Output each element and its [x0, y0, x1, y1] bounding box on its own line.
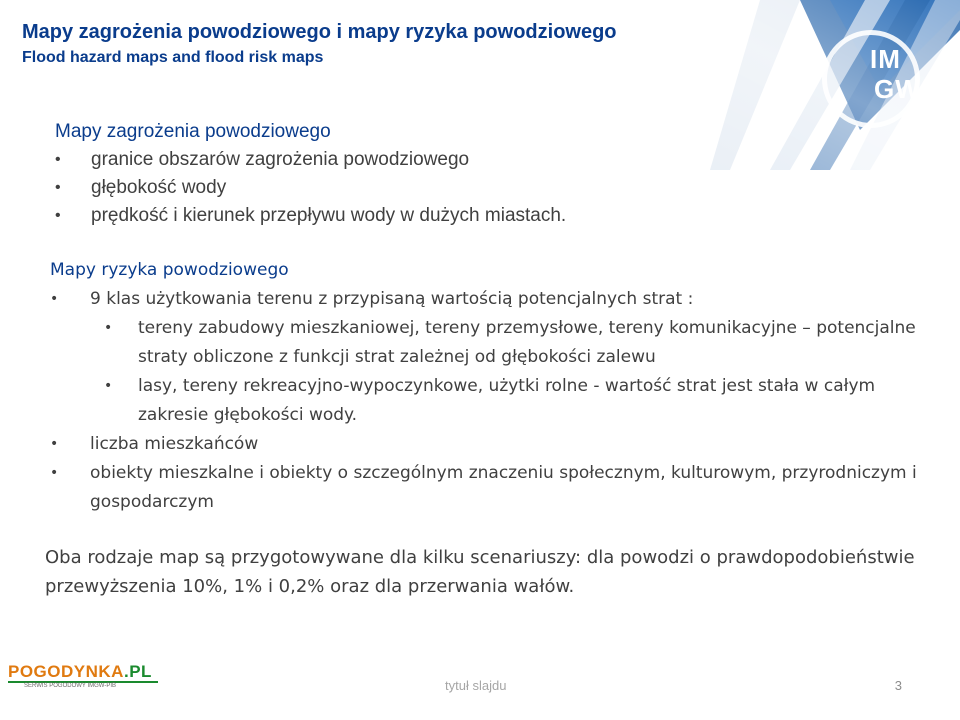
pogodynka-logo-text	[8, 662, 152, 682]
land-use-sublist	[90, 314, 925, 430]
hazard-maps-section	[55, 118, 755, 230]
title-english: Flood hazard maps and flood risk maps	[22, 49, 324, 66]
risk-maps-section	[45, 256, 925, 517]
list-item-text: 9 klas użytkowania terenu z przypisaną wartością potencjalnych strat :	[90, 289, 694, 309]
list-item: • granice obszarów zagrożenia powodziowego	[55, 146, 755, 174]
risk-maps-list	[45, 285, 925, 517]
list-item-land-use	[45, 285, 925, 430]
list-item: • prędkość i kierunek przepływu wody w dużych miastach.	[55, 202, 755, 230]
hazard-maps-list	[55, 146, 755, 230]
imgw-logo	[822, 30, 940, 130]
hazard-maps-heading: Mapy zagrożenia powodziowego	[55, 121, 331, 142]
summary-paragraph: Oba rodzaje map są przygotowywane dla kilku scenariuszy: dla powodzi o prawdopodobieństwie przewyższenia 10%, 1% i 0,2% oraz dla przerwania wałów.	[45, 547, 915, 597]
imgw-logo-text-bottom: GW	[874, 74, 921, 104]
pogodynka-logo-suffix: .PL	[123, 662, 152, 681]
sublist-item: • tereny zabudowy mieszkaniowej, tereny przemysłowe, tereny komunikacyjne – potencjalne straty obliczone z funkcji strat zależnej od głębokości zalewu	[90, 314, 925, 372]
slide-title	[22, 20, 617, 68]
pogodynka-logo-tagline: SERWIS POGODOWY IMGW-PIB	[24, 683, 117, 689]
page-number: 3	[894, 678, 902, 693]
imgw-logo-text-top: IM	[870, 44, 901, 74]
list-item-residents: • liczba mieszkańców	[45, 430, 925, 459]
pogodynka-logo-main: POGODYNKA	[8, 662, 124, 681]
pogodynka-logo	[8, 662, 158, 702]
title-polish: Mapy zagrożenia powodziowego i mapy ryzyka powodziowego	[22, 21, 617, 43]
footer-slide-title: tytuł slajdu	[445, 678, 507, 693]
list-item: • głębokość wody	[55, 174, 755, 202]
list-item-objects: • obiekty mieszkalne i obiekty o szczególnym znaczeniu społecznym, kulturowym, przyrodniczym i gospodarczym	[45, 459, 925, 517]
sublist-item: • lasy, tereny rekreacyjno-wypoczynkowe, użytki rolne - wartość strat jest stała w całym zakresie głębokości wody.	[90, 372, 925, 430]
risk-maps-heading: Mapy ryzyka powodziowego	[50, 260, 289, 280]
